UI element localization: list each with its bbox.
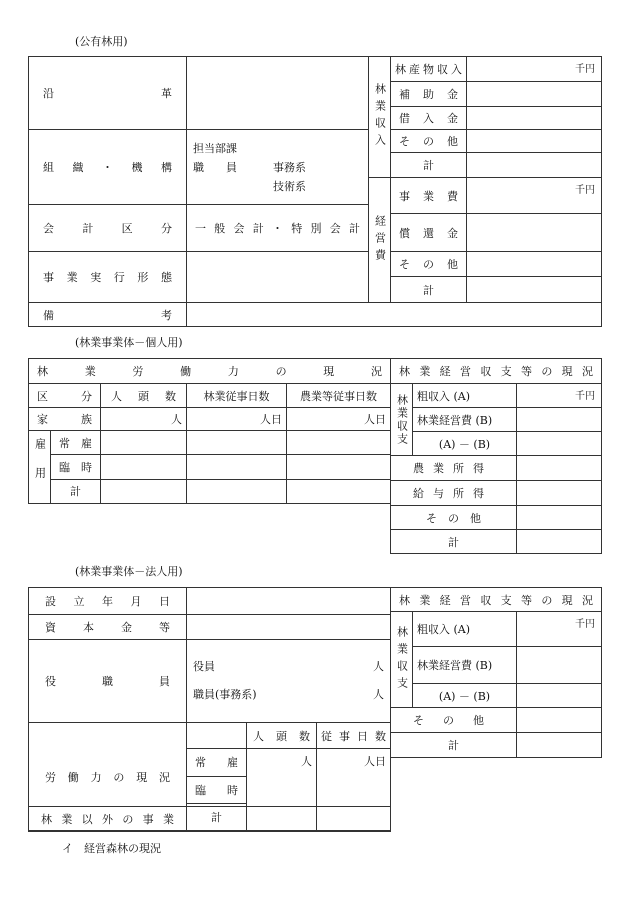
other-value[interactable] xyxy=(517,506,602,530)
setsuritsu-label: 設立年月日 xyxy=(29,588,187,615)
income-item: 借 入 金 xyxy=(391,107,467,130)
income-head: 林業収入 xyxy=(369,57,391,178)
hired-cell[interactable] xyxy=(101,455,187,479)
income-item: 補 助 金 xyxy=(391,82,467,107)
fin-row-label: (A) － (B) xyxy=(413,432,517,456)
corporate-caption: (林業事業体－法人用) xyxy=(75,565,183,578)
labor-row-label: 常 雇 xyxy=(187,748,247,776)
yakuin-label: 役員 xyxy=(193,660,215,674)
other-value[interactable] xyxy=(517,481,602,506)
fin-row-label: 林業経営費 (B) xyxy=(413,647,517,684)
income-value[interactable] xyxy=(467,130,602,153)
other-total-label: 計 xyxy=(391,530,517,554)
col-days: 従事日数 xyxy=(317,723,391,749)
gijutsukei-label: 技術系 xyxy=(273,179,306,193)
hired-cell[interactable] xyxy=(187,455,287,479)
labor-title: 林業労働力の現況 xyxy=(29,359,391,384)
hired-row-label: 計 xyxy=(51,479,101,503)
fin-row-label: 林業経営費 (B) xyxy=(413,408,517,432)
corporate-left-table xyxy=(28,587,391,831)
fin-value[interactable] xyxy=(517,432,602,456)
labor-persons[interactable]: 人 xyxy=(247,748,317,830)
hired-row-label: 臨時 xyxy=(51,455,101,479)
shihon-value[interactable] xyxy=(187,614,391,640)
hired-cell[interactable] xyxy=(101,479,187,503)
biko-value[interactable] xyxy=(187,303,602,327)
ito-value[interactable] xyxy=(187,807,391,832)
hired-cell[interactable] xyxy=(101,430,187,454)
other-total-value[interactable] xyxy=(517,530,602,554)
corporate-ito-table xyxy=(28,806,391,832)
public-biko-table xyxy=(28,302,602,327)
ito-label: 林業以外の事業 xyxy=(29,807,187,832)
jigyo-label: 事業実行形態 xyxy=(29,252,187,303)
labor-row-label: 臨 時 xyxy=(187,776,247,804)
expense-item: 償 還 金 xyxy=(391,214,467,252)
income-item: そ の 他 xyxy=(391,130,467,153)
hired-cell[interactable] xyxy=(187,479,287,503)
fin-value[interactable] xyxy=(517,408,602,432)
expense-total: 計 xyxy=(391,277,467,303)
person-unit: 人 xyxy=(373,688,384,702)
finance-title: 林業経営収支等の現況 xyxy=(391,588,602,612)
other-total-label: 計 xyxy=(391,733,517,758)
person-unit: 人 xyxy=(373,660,384,674)
corporate-finance-table xyxy=(390,587,602,758)
expense-item: 事 業 費 xyxy=(391,178,467,214)
hired-cell[interactable] xyxy=(287,430,391,454)
kazoku-label: 家族 xyxy=(29,407,101,430)
yakushoku-label: 役職員 xyxy=(29,640,187,723)
expense-total-value[interactable] xyxy=(467,277,602,303)
kazoku-nogyo-days[interactable]: 人日 xyxy=(287,407,391,430)
unit-label: 千円 xyxy=(575,185,595,196)
public-right-table xyxy=(368,56,602,303)
expense-value[interactable] xyxy=(467,178,602,214)
col-kubun: 区分 xyxy=(29,384,101,407)
expense-value[interactable] xyxy=(467,214,602,252)
income-value[interactable] xyxy=(467,107,602,130)
soshiki-value[interactable] xyxy=(187,130,369,205)
hired-row-label: 常雇 xyxy=(51,430,101,454)
unit-label: 千円 xyxy=(575,619,596,630)
fin-row-label: (A) － (B) xyxy=(413,684,517,708)
fin-value[interactable] xyxy=(517,384,602,408)
enkaku-value[interactable] xyxy=(187,57,369,130)
income-value[interactable] xyxy=(467,57,602,82)
col-ringyo-days: 林業従事日数 xyxy=(187,384,287,407)
expense-item: そ の 他 xyxy=(391,252,467,277)
fin-row-label: 粗収入 (A) xyxy=(413,612,517,647)
income-total-value[interactable] xyxy=(467,153,602,178)
expense-value[interactable] xyxy=(467,252,602,277)
other-value[interactable] xyxy=(517,456,602,481)
hired-head: 雇用 xyxy=(29,430,51,503)
jigyo-value[interactable] xyxy=(187,252,369,303)
public-caption: (公有林用) xyxy=(75,35,128,48)
unit-label: 千円 xyxy=(575,391,596,402)
other-row-label: そ の 他 xyxy=(391,506,517,530)
other-row-label: 給与所得 xyxy=(391,481,517,506)
biko-label: 備 考 xyxy=(29,303,187,327)
kaikei-value: 一般会計・特別会計 xyxy=(187,205,369,252)
kazoku-ringyo-days[interactable]: 人日 xyxy=(187,407,287,430)
other-total-value[interactable] xyxy=(517,733,602,758)
rodo-label: 労働力の現況 xyxy=(29,723,187,831)
labor-days[interactable]: 人日 xyxy=(317,748,391,830)
kazoku-persons[interactable]: 人 xyxy=(101,407,187,430)
yakushoku-value[interactable] xyxy=(187,640,391,723)
col-nogyo-days: 農業等従事日数 xyxy=(287,384,391,407)
public-left-table xyxy=(28,56,369,303)
income-item: 林産物収入 xyxy=(391,57,467,82)
fin-head: 林業収支 xyxy=(391,384,413,456)
fin-value[interactable] xyxy=(517,612,602,647)
individual-labor-table xyxy=(28,358,391,504)
setsuritsu-value[interactable] xyxy=(187,588,391,615)
income-total: 計 xyxy=(391,153,467,178)
enkaku-label: 沿 革 xyxy=(29,57,187,130)
soshiki-label: 組織・機構 xyxy=(29,130,187,205)
individual-finance-table xyxy=(390,358,602,554)
fin-head: 林業収支 xyxy=(391,612,413,708)
kaikei-label: 会計区分 xyxy=(29,205,187,252)
individual-caption: (林業事業体－個人用) xyxy=(75,336,183,349)
other-row-label: 農業所得 xyxy=(391,456,517,481)
tanto-buka: 担当部課 xyxy=(193,141,237,155)
finance-title: 林業経営収支等の現況 xyxy=(391,359,602,384)
shokuin-jimu-label: 職員(事務系) xyxy=(193,688,257,702)
jimukei-label: 事務系 xyxy=(273,160,306,174)
labor-corner xyxy=(187,723,247,749)
col-nintosu: 人頭数 xyxy=(101,384,187,407)
shihon-label: 資本金等 xyxy=(29,614,187,640)
fin-value[interactable] xyxy=(517,684,602,708)
unit-label: 千円 xyxy=(575,64,595,75)
shokuin-label: 職 員 xyxy=(193,160,237,174)
labor-row-label: 計 xyxy=(187,804,247,831)
hired-cell[interactable] xyxy=(287,455,391,479)
income-value[interactable] xyxy=(467,82,602,107)
hired-cell[interactable] xyxy=(287,479,391,503)
other-row-label: そ の 他 xyxy=(391,708,517,733)
expense-head: 経営費 xyxy=(369,178,391,303)
fin-row-label: 粗収入 (A) xyxy=(413,384,517,408)
hired-cell[interactable] xyxy=(187,430,287,454)
col-nintosu: 人頭数 xyxy=(247,723,317,749)
fin-value[interactable] xyxy=(517,647,602,684)
other-value[interactable] xyxy=(517,708,602,733)
footer-heading: イ 経営森林の現況 xyxy=(62,842,161,855)
